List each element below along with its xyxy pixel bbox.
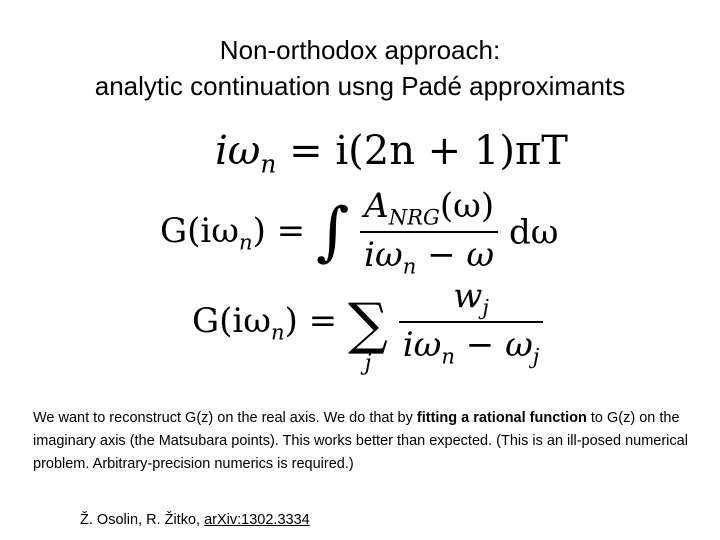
equation-integral-representation bbox=[160, 186, 558, 279]
eq2-differential: dω bbox=[508, 212, 559, 253]
arxiv-link[interactable]: arXiv:1302.3334 bbox=[204, 512, 310, 528]
eq3-denominator: $i\omega_n - \omega_j$ bbox=[399, 321, 544, 368]
explanation-paragraph: We want to reconstruct G(z) on the real axis. We do that by fitting a rational function to G(z) on the imaginary axis (the Matsubara points). This works better than expected. (This is an ill-posed numerical problem. Arbitrary-precision numerics is required.) bbox=[33, 410, 688, 472]
eq1-rhs: = i(2n + 1)πT bbox=[289, 128, 568, 174]
eq3-numerator: $w_j$ bbox=[453, 276, 489, 320]
equation-matsubara-frequency bbox=[215, 128, 568, 179]
eq1-lhs-sub: n bbox=[260, 149, 277, 179]
eq2-lhs: $G(i\omega_n)$ = bbox=[160, 210, 306, 255]
sum-sign: ∑ bbox=[347, 292, 388, 358]
reference-authors: Ž. Osolin, R. Žitko, bbox=[80, 512, 205, 528]
title-line-2: analytic continuation usng Padé approximants bbox=[94, 71, 626, 101]
slide-title bbox=[0, 32, 720, 104]
eq1-lhs-omega: ω bbox=[227, 128, 261, 174]
eq3-fraction bbox=[399, 276, 544, 369]
eq3-lhs: $G(i\omega_n)$ = bbox=[192, 300, 338, 345]
emphasis-rational-function: fitting a rational function bbox=[416, 410, 587, 426]
eq2-fraction bbox=[360, 186, 498, 279]
integral-sign: ∫ bbox=[315, 195, 350, 270]
reference-citation bbox=[80, 512, 310, 528]
eq2-denominator: $i\omega_n - \omega$ bbox=[360, 231, 498, 278]
equation-pole-sum bbox=[192, 276, 543, 377]
sum-operator bbox=[347, 292, 388, 377]
eq1-lhs-i: i bbox=[215, 128, 228, 174]
sum-index: j bbox=[364, 351, 372, 377]
eq2-numerator: $A_{NRG}(\omega)$ bbox=[364, 186, 495, 230]
title-line-1: Non-orthodox approach: bbox=[219, 35, 501, 65]
